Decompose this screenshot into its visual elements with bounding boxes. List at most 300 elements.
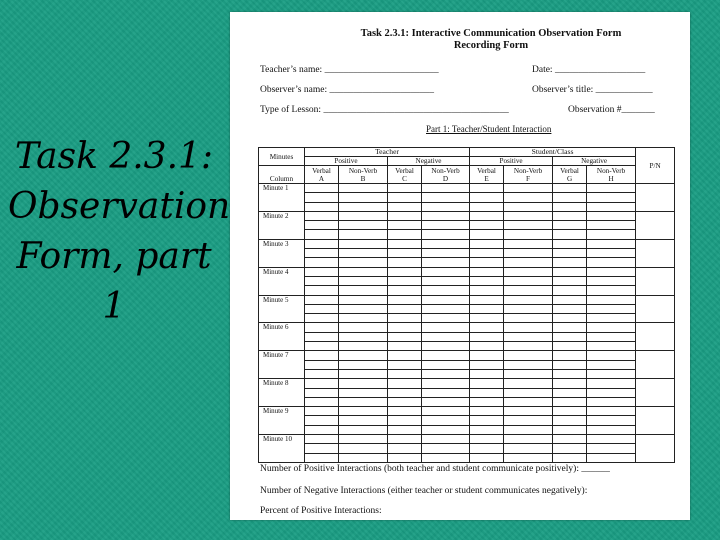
tally-cell xyxy=(504,211,553,220)
tally-cell xyxy=(339,249,388,258)
tally-cell xyxy=(587,267,636,276)
tally-cell xyxy=(553,323,587,332)
tally-cell xyxy=(339,193,388,202)
tally-cell xyxy=(504,258,553,267)
tally-cell xyxy=(587,304,636,313)
tally-cell xyxy=(636,239,675,267)
tally-cell xyxy=(305,369,339,378)
table-row xyxy=(259,184,675,193)
tally-cell xyxy=(388,453,422,462)
col-g-header xyxy=(553,166,587,184)
tally-cell xyxy=(422,416,470,425)
tally-cell xyxy=(470,435,504,444)
tally-cell xyxy=(636,407,675,435)
tally-cell xyxy=(339,435,388,444)
student-negative-header: Negative xyxy=(553,157,636,166)
tally-cell xyxy=(422,314,470,323)
tally-cell xyxy=(339,342,388,351)
tally-cell xyxy=(470,304,504,313)
tally-cell xyxy=(388,249,422,258)
tally-cell xyxy=(636,211,675,239)
tally-cell xyxy=(388,267,422,276)
tally-cell xyxy=(553,351,587,360)
tally-cell xyxy=(388,323,422,332)
tally-cell xyxy=(388,351,422,360)
student-group-header: Student/Class xyxy=(470,148,636,157)
tally-cell xyxy=(470,397,504,406)
table-row xyxy=(259,388,675,397)
tally-cell xyxy=(388,193,422,202)
tally-cell xyxy=(504,425,553,434)
tally-cell xyxy=(587,202,636,211)
col-b-header xyxy=(339,166,388,184)
table-row xyxy=(259,221,675,230)
lesson-type-field: Type of Lesson: _______________________________________ xyxy=(260,105,509,115)
tally-cell xyxy=(470,351,504,360)
tally-cell xyxy=(587,407,636,416)
col-type: Non-Verb xyxy=(348,166,378,175)
col-type: Non-Verb xyxy=(431,166,460,175)
tally-cell xyxy=(422,286,470,295)
tally-cell xyxy=(587,323,636,332)
tally-cell xyxy=(504,407,553,416)
tally-cell xyxy=(388,239,422,248)
tally-cell xyxy=(305,416,339,425)
tally-cell xyxy=(305,286,339,295)
tally-cell xyxy=(587,230,636,239)
tally-cell xyxy=(553,388,587,397)
tally-cell xyxy=(470,444,504,453)
tally-cell xyxy=(587,332,636,341)
tally-cell xyxy=(470,276,504,285)
tally-cell xyxy=(339,295,388,304)
tally-cell xyxy=(587,295,636,304)
tally-cell xyxy=(388,342,422,351)
tally-cell xyxy=(422,332,470,341)
tally-cell xyxy=(470,202,504,211)
tally-cell xyxy=(504,379,553,388)
tally-cell xyxy=(305,314,339,323)
form-title-line1: Task 2.3.1: Interactive Communication Observation Form xyxy=(360,28,622,39)
tally-cell xyxy=(388,397,422,406)
slide-title-line: Task 2.3.1: xyxy=(14,136,214,177)
form-title xyxy=(230,28,690,52)
column-header: Column xyxy=(259,166,305,184)
tally-cell xyxy=(422,323,470,332)
tally-cell xyxy=(339,230,388,239)
tally-cell xyxy=(422,258,470,267)
tally-cell xyxy=(636,351,675,379)
slide-title xyxy=(8,132,231,332)
table-row xyxy=(259,369,675,378)
tally-cell xyxy=(553,407,587,416)
tally-cell xyxy=(422,397,470,406)
tally-cell xyxy=(504,276,553,285)
observer-title-field: Observer’s title: ____________ xyxy=(532,85,653,95)
tally-cell xyxy=(587,314,636,323)
tally-cell xyxy=(470,258,504,267)
tally-cell xyxy=(422,221,470,230)
tally-cell xyxy=(587,379,636,388)
tally-cell xyxy=(339,323,388,332)
tally-cell xyxy=(553,184,587,193)
tally-cell xyxy=(470,249,504,258)
tally-cell xyxy=(388,314,422,323)
tally-cell xyxy=(504,360,553,369)
tally-cell xyxy=(470,286,504,295)
tally-cell xyxy=(388,230,422,239)
tally-cell xyxy=(422,239,470,248)
tally-cell xyxy=(470,425,504,434)
tally-cell xyxy=(339,314,388,323)
tally-cell xyxy=(339,184,388,193)
tally-cell xyxy=(553,295,587,304)
tally-cell xyxy=(553,286,587,295)
tally-cell xyxy=(587,342,636,351)
tally-cell xyxy=(470,388,504,397)
table-row xyxy=(259,351,675,360)
tally-cell xyxy=(636,267,675,295)
tally-cell xyxy=(305,211,339,220)
tally-cell xyxy=(305,184,339,193)
tally-cell xyxy=(388,202,422,211)
tally-cell xyxy=(339,388,388,397)
tally-cell xyxy=(504,193,553,202)
minute-label: Minute 2 xyxy=(259,211,305,239)
minute-label: Minute 4 xyxy=(259,267,305,295)
tally-cell xyxy=(339,286,388,295)
tally-cell xyxy=(305,193,339,202)
tally-cell xyxy=(553,314,587,323)
col-letter: B xyxy=(360,174,366,183)
tally-cell xyxy=(470,184,504,193)
tally-cell xyxy=(553,276,587,285)
tally-cell xyxy=(388,286,422,295)
minute-label: Minute 3 xyxy=(259,239,305,267)
tally-cell xyxy=(587,388,636,397)
tally-cell xyxy=(470,379,504,388)
tally-cell xyxy=(422,379,470,388)
table-row xyxy=(259,193,675,202)
tally-cell xyxy=(553,379,587,388)
table-row xyxy=(259,258,675,267)
tally-cell xyxy=(553,369,587,378)
tally-cell xyxy=(470,295,504,304)
tally-cell xyxy=(504,416,553,425)
date-field: Date: ___________________ xyxy=(532,65,646,75)
table-row xyxy=(259,332,675,341)
col-letter: A xyxy=(318,174,325,183)
tally-cell xyxy=(422,351,470,360)
tally-cell xyxy=(339,379,388,388)
tally-cell xyxy=(636,379,675,407)
teacher-negative-header: Negative xyxy=(388,157,470,166)
tally-cell xyxy=(305,332,339,341)
tally-cell xyxy=(470,342,504,351)
tally-cell xyxy=(553,304,587,313)
tally-cell xyxy=(305,453,339,462)
minute-label: Minute 5 xyxy=(259,295,305,323)
tally-cell xyxy=(339,397,388,406)
tally-cell xyxy=(422,407,470,416)
tally-cell xyxy=(504,202,553,211)
table-row xyxy=(259,360,675,369)
tally-cell xyxy=(305,351,339,360)
tally-cell xyxy=(339,276,388,285)
tally-cell xyxy=(388,425,422,434)
slide-title-line: Form, part 1 xyxy=(16,236,212,327)
tally-cell xyxy=(388,407,422,416)
tally-cell xyxy=(504,230,553,239)
tally-cell xyxy=(553,211,587,220)
table-row xyxy=(259,342,675,351)
tally-cell xyxy=(422,425,470,434)
col-h-header xyxy=(587,166,636,184)
tally-cell xyxy=(553,230,587,239)
tally-cell xyxy=(587,239,636,248)
tally-cell xyxy=(470,416,504,425)
tally-cell xyxy=(504,435,553,444)
tally-cell xyxy=(305,425,339,434)
tally-cell xyxy=(504,249,553,258)
percent-positive-line: Percent of Positive Interactions: xyxy=(260,506,382,516)
table-row xyxy=(259,276,675,285)
table-row xyxy=(259,323,675,332)
pn-header: P/N xyxy=(636,148,675,184)
table-row xyxy=(259,425,675,434)
col-e-header xyxy=(470,166,504,184)
tally-cell xyxy=(339,360,388,369)
tally-cell xyxy=(470,267,504,276)
tally-cell xyxy=(470,453,504,462)
tally-cell xyxy=(388,360,422,369)
table-row xyxy=(259,211,675,220)
col-a-header xyxy=(305,166,339,184)
table-row xyxy=(259,304,675,313)
col-type: Verbal xyxy=(312,166,331,175)
tally-cell xyxy=(504,239,553,248)
tally-cell xyxy=(553,267,587,276)
table-row xyxy=(259,397,675,406)
tally-cell xyxy=(553,416,587,425)
tally-cell xyxy=(422,211,470,220)
tally-cell xyxy=(553,239,587,248)
tally-cell xyxy=(305,360,339,369)
tally-cell xyxy=(636,295,675,323)
tally-cell xyxy=(339,304,388,313)
observation-number-field: Observation #_______ xyxy=(568,105,655,115)
tally-cell xyxy=(388,276,422,285)
tally-cell xyxy=(422,369,470,378)
tally-cell xyxy=(422,388,470,397)
table-row xyxy=(259,202,675,211)
tally-cell xyxy=(388,184,422,193)
tally-cell xyxy=(422,230,470,239)
tally-cell xyxy=(339,407,388,416)
table-row xyxy=(259,416,675,425)
tally-cell xyxy=(422,304,470,313)
tally-cell xyxy=(305,202,339,211)
observer-name-field: Observer’s name: ______________________ xyxy=(260,85,434,95)
minute-label: Minute 9 xyxy=(259,407,305,435)
tally-cell xyxy=(388,295,422,304)
tally-cell xyxy=(587,369,636,378)
tally-cell xyxy=(422,342,470,351)
table-row xyxy=(259,314,675,323)
tally-cell xyxy=(339,221,388,230)
tally-cell xyxy=(339,239,388,248)
tally-cell xyxy=(587,249,636,258)
tally-cell xyxy=(504,221,553,230)
tally-cell xyxy=(388,258,422,267)
tally-cell xyxy=(422,193,470,202)
tally-cell xyxy=(504,397,553,406)
tally-cell xyxy=(587,351,636,360)
tally-cell xyxy=(470,230,504,239)
col-type: Non-Verb xyxy=(596,166,626,175)
tally-cell xyxy=(470,193,504,202)
tally-cell xyxy=(388,221,422,230)
tally-cell xyxy=(305,323,339,332)
tally-cell xyxy=(587,184,636,193)
tally-cell xyxy=(305,267,339,276)
tally-cell xyxy=(422,444,470,453)
tally-cell xyxy=(388,211,422,220)
tally-cell xyxy=(470,332,504,341)
col-letter: F xyxy=(526,174,531,183)
tally-cell xyxy=(636,435,675,463)
tally-cell xyxy=(553,249,587,258)
tally-cell xyxy=(470,369,504,378)
col-letter: C xyxy=(402,174,407,183)
tally-cell xyxy=(339,202,388,211)
tally-cell xyxy=(470,360,504,369)
tally-cell xyxy=(553,202,587,211)
tally-cell xyxy=(587,453,636,462)
col-type: Non-Verb xyxy=(513,166,543,175)
tally-cell xyxy=(305,388,339,397)
table-row xyxy=(259,286,675,295)
col-type: Verbal xyxy=(395,166,414,175)
tally-cell xyxy=(587,397,636,406)
table-row xyxy=(259,295,675,304)
tally-cell xyxy=(470,239,504,248)
tally-cell xyxy=(504,369,553,378)
tally-cell xyxy=(504,295,553,304)
minute-label: Minute 1 xyxy=(259,184,305,212)
tally-cell xyxy=(587,211,636,220)
observation-form-image xyxy=(230,12,690,520)
tally-cell xyxy=(305,276,339,285)
tally-cell xyxy=(339,258,388,267)
tally-cell xyxy=(339,416,388,425)
tally-cell xyxy=(587,444,636,453)
minute-label: Minute 6 xyxy=(259,323,305,351)
col-type: Verbal xyxy=(560,166,579,175)
part-label: Part 1: Teacher/Student Interaction xyxy=(426,124,552,134)
col-c-header xyxy=(388,166,422,184)
minute-label: Minute 8 xyxy=(259,379,305,407)
tally-cell xyxy=(587,360,636,369)
tally-cell xyxy=(305,249,339,258)
tally-cell xyxy=(470,323,504,332)
tally-cell xyxy=(422,184,470,193)
tally-cell xyxy=(388,416,422,425)
tally-cell xyxy=(305,230,339,239)
tally-cell xyxy=(587,416,636,425)
tally-cell xyxy=(305,379,339,388)
col-letter: D xyxy=(442,174,449,183)
tally-cell xyxy=(305,407,339,416)
tally-cell xyxy=(305,444,339,453)
tally-cell xyxy=(305,304,339,313)
tally-cell xyxy=(305,258,339,267)
teacher-group-header: Teacher xyxy=(305,148,470,157)
col-letter: G xyxy=(566,174,573,183)
tally-cell xyxy=(553,435,587,444)
tally-cell xyxy=(553,193,587,202)
table-row xyxy=(259,435,675,444)
tally-cell xyxy=(388,369,422,378)
tally-cell xyxy=(553,397,587,406)
tally-cell xyxy=(587,286,636,295)
tally-cell xyxy=(470,211,504,220)
tally-cell xyxy=(422,276,470,285)
negative-count-line: Number of Negative Interactions (either teacher or student communicates negatively): xyxy=(260,486,588,496)
table-row xyxy=(259,453,675,462)
tally-cell xyxy=(587,258,636,267)
minutes-header: Minutes xyxy=(259,148,305,166)
table-row xyxy=(259,239,675,248)
table-row xyxy=(259,379,675,388)
tally-cell xyxy=(504,453,553,462)
tally-cell xyxy=(587,276,636,285)
tally-cell xyxy=(388,444,422,453)
table-row xyxy=(259,249,675,258)
tally-cell xyxy=(305,342,339,351)
slide-title-line: Observation xyxy=(8,186,231,227)
tally-cell xyxy=(388,332,422,341)
tally-cell xyxy=(504,323,553,332)
col-letter: E xyxy=(484,174,489,183)
tally-cell xyxy=(422,453,470,462)
tally-cell xyxy=(504,444,553,453)
tally-cell xyxy=(422,435,470,444)
minute-label: Minute 10 xyxy=(259,435,305,463)
tally-cell xyxy=(553,453,587,462)
form-title-line2: Recording Form xyxy=(453,40,529,51)
tally-cell xyxy=(553,221,587,230)
tally-cell xyxy=(305,397,339,406)
teacher-name-field: Teacher’s name: ________________________ xyxy=(260,65,439,75)
tally-cell xyxy=(388,304,422,313)
tally-cell xyxy=(504,267,553,276)
tally-cell xyxy=(504,342,553,351)
positive-count-line: Number of Positive Interactions (both teacher and student communicate positively): ______ xyxy=(260,464,610,474)
tally-cell xyxy=(553,444,587,453)
table-row xyxy=(259,230,675,239)
tally-cell xyxy=(422,249,470,258)
tally-cell xyxy=(339,267,388,276)
tally-cell xyxy=(636,184,675,212)
tally-cell xyxy=(388,388,422,397)
tally-cell xyxy=(470,407,504,416)
tally-cell xyxy=(587,193,636,202)
teacher-positive-header: Positive xyxy=(305,157,388,166)
interaction-table xyxy=(258,147,675,463)
tally-cell xyxy=(305,239,339,248)
tally-cell xyxy=(504,388,553,397)
